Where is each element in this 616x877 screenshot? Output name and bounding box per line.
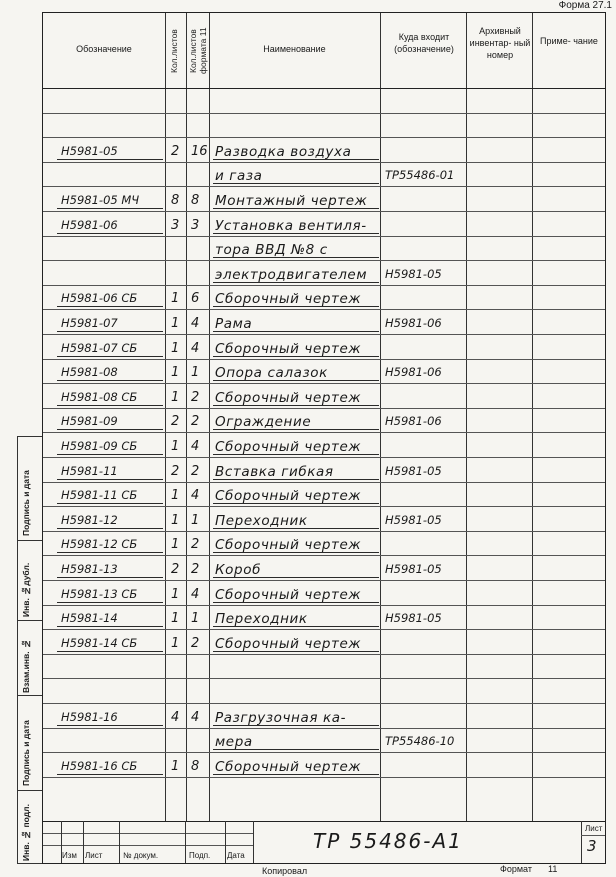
- cell-q1: 8: [171, 193, 180, 208]
- cell-des: Н5981-07 СБ: [61, 340, 138, 355]
- footer-format-label: Формат: [500, 864, 532, 874]
- handwritten-underline: [57, 208, 163, 209]
- cell-name: Рама: [215, 316, 253, 332]
- cell-des: Н5981-12: [61, 512, 118, 527]
- margin-inv-dubl: Инв. №дубл.: [21, 562, 31, 617]
- handwritten-underline: [57, 725, 163, 726]
- header-sheets-count: Кол.листов: [169, 29, 179, 73]
- cell-where: ТР55486-01: [385, 168, 455, 183]
- handwritten-underline: [57, 454, 163, 455]
- cell-q2: 4: [191, 709, 200, 725]
- col-docnum: № докум.: [123, 851, 159, 860]
- row-divider: [43, 654, 605, 655]
- header-note: Приме- чание: [540, 36, 598, 46]
- handwritten-underline: [213, 749, 379, 750]
- cell-des: Н5981-06 СБ: [61, 291, 138, 306]
- row-divider: [43, 383, 605, 384]
- cell-name: Короб: [215, 562, 261, 578]
- cell-name: Разгрузочная ка-: [215, 709, 347, 726]
- cell-where: ТР55486-10: [385, 734, 455, 749]
- row-divider: [43, 555, 605, 556]
- cell-des: Н5981-09: [61, 414, 118, 429]
- cell-where: Н5981-06: [385, 316, 442, 330]
- handwritten-underline: [213, 454, 379, 455]
- cell-des: Н5981-12 СБ: [61, 537, 138, 552]
- cell-name: Сборочный чертеж: [215, 586, 362, 603]
- cell-name: Монтажный чертеж: [215, 193, 368, 209]
- header-where-used: Куда входит (обозначение): [394, 32, 454, 54]
- cell-q2: 3: [191, 217, 200, 233]
- document-frame: [42, 12, 606, 864]
- cell-q2: 2: [191, 414, 200, 430]
- row-divider: [43, 752, 605, 753]
- row-divider: [43, 408, 605, 409]
- handwritten-underline: [213, 282, 379, 283]
- handwritten-underline: [213, 626, 379, 627]
- document-number: ТР 55486-А1: [313, 829, 463, 853]
- handwritten-underline: [213, 208, 379, 209]
- row-divider: [43, 113, 605, 114]
- cell-name: Сборочный чертеж: [215, 291, 362, 308]
- cell-name: Сборочный чертеж: [215, 537, 362, 554]
- sheet-number: 3: [587, 837, 599, 855]
- cell-name: Сборочный чертеж: [215, 439, 362, 455]
- cell-des: Н5981-09 СБ: [61, 439, 138, 453]
- cell-q2: 2: [191, 389, 200, 405]
- row-divider: [43, 359, 605, 360]
- cell-des: Н5981-06: [61, 217, 118, 232]
- cell-des: Н5981-16 СБ: [61, 758, 138, 773]
- cell-where: Н5981-06: [385, 414, 442, 429]
- handwritten-underline: [57, 356, 163, 357]
- col-date: Дата: [227, 851, 245, 860]
- cell-q1: 1: [171, 439, 180, 454]
- row-divider: [43, 580, 605, 581]
- cell-name: мера: [215, 734, 253, 751]
- handwritten-underline: [57, 233, 163, 234]
- form-label: Форма 27.1: [558, 0, 612, 11]
- handwritten-underline: [213, 774, 379, 775]
- handwritten-underline: [57, 552, 163, 553]
- cell-q1: 2: [171, 414, 180, 430]
- cell-des: Н5981-13: [61, 562, 118, 576]
- cell-q2: 1: [191, 611, 200, 627]
- handwritten-underline: [213, 306, 379, 307]
- cell-name: Разводка воздуха: [215, 143, 352, 160]
- cell-name: Сборочный чертеж: [215, 389, 362, 406]
- handwritten-underline: [213, 479, 379, 480]
- cell-name: и газа: [215, 168, 263, 185]
- handwritten-underline: [57, 651, 163, 652]
- cell-q1: 1: [171, 586, 180, 602]
- cell-des: Н5981-16: [61, 709, 118, 724]
- handwritten-underline: [213, 602, 379, 603]
- row-divider: [43, 260, 605, 261]
- margin-divider: [17, 620, 42, 621]
- handwritten-underline: [213, 233, 379, 234]
- row-divider: [43, 482, 605, 483]
- cell-q2: 8: [191, 193, 200, 208]
- handwritten-underline: [213, 356, 379, 357]
- cell-name: Ограждение: [215, 414, 312, 431]
- cell-q2: 2: [191, 635, 200, 651]
- cell-where: Н5981-05: [385, 266, 442, 281]
- row-divider: [43, 432, 605, 433]
- cell-des: Н5981-13 СБ: [61, 586, 138, 601]
- cell-q1: 1: [171, 611, 180, 627]
- cell-q2: 6: [191, 291, 200, 307]
- col-izm: Изм: [62, 851, 77, 860]
- cell-where: Н5981-05: [385, 512, 442, 527]
- margin-divider: [17, 540, 42, 541]
- cell-name: Установка вентиля-: [215, 217, 367, 234]
- margin-sign-date-2: Подпись и дата: [21, 720, 31, 786]
- cell-des: Н5981-05 МЧ: [61, 193, 140, 207]
- cell-q1: 1: [171, 537, 180, 553]
- cell-q1: 1: [171, 365, 180, 381]
- handwritten-underline: [213, 503, 379, 504]
- row-divider: [43, 728, 605, 729]
- header-archive: Архивный инвентар- ный номер: [469, 26, 531, 60]
- cell-name: Переходник: [215, 512, 308, 529]
- header-designation: Обозначение: [76, 44, 132, 54]
- cell-q1: 4: [171, 709, 180, 725]
- handwritten-underline: [57, 429, 163, 430]
- row-divider: [43, 506, 605, 507]
- cell-name: Вставка гибкая: [215, 463, 334, 480]
- handwritten-underline: [57, 577, 163, 578]
- cell-q1: 2: [171, 463, 180, 479]
- header-sheets-format: Кол.листов формата 11: [188, 27, 208, 75]
- cell-q1: 1: [171, 488, 180, 504]
- cell-where: Н5981-05: [385, 611, 442, 626]
- cell-name: электродвигателем: [215, 266, 368, 283]
- row-divider: [43, 211, 605, 212]
- cell-where: Н5981-06: [385, 365, 442, 380]
- row-divider: [43, 236, 605, 237]
- cell-name: тора ВВД №8 с: [215, 242, 328, 259]
- cell-des: Н5981-14: [61, 611, 118, 626]
- cell-name: Сборочный чертеж: [215, 488, 362, 505]
- cell-q2: 1: [191, 512, 200, 528]
- row-divider: [43, 605, 605, 606]
- cell-q2: 4: [191, 340, 200, 356]
- cell-q2: 4: [191, 586, 200, 602]
- handwritten-underline: [57, 602, 163, 603]
- cell-q2: 16: [191, 143, 208, 159]
- row-divider: [43, 777, 605, 778]
- row-divider: [43, 137, 605, 138]
- handwritten-underline: [57, 159, 163, 160]
- cell-des: Н5981-05: [61, 143, 118, 158]
- handwritten-underline: [213, 429, 379, 430]
- cell-q1: 1: [171, 512, 180, 528]
- cell-q2: 2: [191, 463, 200, 479]
- col-list: Лист: [85, 851, 103, 860]
- sheet-label: Лист: [585, 824, 603, 833]
- cell-des: Н5981-07: [61, 316, 118, 330]
- handwritten-underline: [213, 159, 379, 160]
- header-name: Наименование: [263, 44, 326, 54]
- cell-q1: 1: [171, 316, 180, 331]
- cell-where: Н5981-05: [385, 463, 442, 478]
- margin-divider: [17, 790, 42, 791]
- cell-q1: 1: [171, 758, 180, 774]
- cell-q2: 2: [191, 537, 200, 553]
- handwritten-underline: [213, 183, 379, 184]
- row-divider: [43, 678, 605, 679]
- handwritten-underline: [57, 331, 163, 332]
- cell-q2: 4: [191, 439, 200, 454]
- cell-name: Сборочный чертеж: [215, 758, 362, 775]
- cell-q2: 4: [191, 488, 200, 504]
- cell-name: Сборочный чертеж: [215, 635, 362, 652]
- footer-copied: Копировал: [262, 866, 308, 876]
- row-divider: [43, 186, 605, 187]
- cell-des: Н5981-08: [61, 365, 118, 380]
- handwritten-underline: [213, 651, 379, 652]
- cell-q1: 3: [171, 217, 180, 233]
- handwritten-underline: [213, 552, 379, 553]
- handwritten-underline: [213, 725, 379, 726]
- cell-q1: 2: [171, 562, 180, 577]
- margin-sign-date-1: Подпись и дата: [21, 470, 31, 536]
- cell-q2: 2: [191, 562, 200, 577]
- cell-des: Н5981-11 СБ: [61, 488, 138, 503]
- cell-q2: 4: [191, 316, 200, 331]
- handwritten-underline: [213, 331, 379, 332]
- handwritten-underline: [213, 577, 379, 578]
- cell-q2: 1: [191, 365, 200, 381]
- row-divider: [43, 309, 605, 310]
- handwritten-underline: [57, 774, 163, 775]
- cell-name: Сборочный чертеж: [215, 340, 362, 357]
- row-divider: [43, 162, 605, 163]
- cell-where: Н5981-05: [385, 562, 442, 576]
- row-divider: [43, 334, 605, 335]
- row-divider: [43, 629, 605, 630]
- cell-q1: 2: [171, 143, 180, 159]
- cell-q1: 1: [171, 340, 180, 356]
- row-divider: [43, 703, 605, 704]
- handwritten-underline: [57, 503, 163, 504]
- col-sign: Подп.: [189, 851, 211, 860]
- row-divider: [43, 457, 605, 458]
- handwritten-underline: [213, 380, 379, 381]
- handwritten-underline: [213, 257, 379, 258]
- cell-q2: 8: [191, 758, 200, 774]
- cell-des: Н5981-14 СБ: [61, 635, 138, 650]
- row-divider: [43, 531, 605, 532]
- row-divider: [43, 285, 605, 286]
- margin-divider: [17, 695, 42, 696]
- handwritten-underline: [57, 405, 163, 406]
- handwritten-underline: [57, 380, 163, 381]
- handwritten-underline: [57, 528, 163, 529]
- handwritten-underline: [213, 405, 379, 406]
- handwritten-underline: [57, 626, 163, 627]
- handwritten-underline: [213, 528, 379, 529]
- cell-des: Н5981-11: [61, 463, 118, 478]
- cell-name: Опора салазок: [215, 365, 328, 382]
- margin-vzam-inv: Взам.инв. №: [21, 639, 31, 693]
- cell-name: Переходник: [215, 611, 308, 628]
- handwritten-underline: [57, 479, 163, 480]
- handwritten-underline: [57, 306, 163, 307]
- footer-format-value: 11: [548, 864, 558, 874]
- cell-q1: 1: [171, 291, 180, 307]
- margin-inv-podl: Инв. № подл.: [21, 804, 31, 861]
- cell-des: Н5981-08 СБ: [61, 389, 138, 404]
- cell-q1: 1: [171, 635, 180, 651]
- cell-q1: 1: [171, 389, 180, 405]
